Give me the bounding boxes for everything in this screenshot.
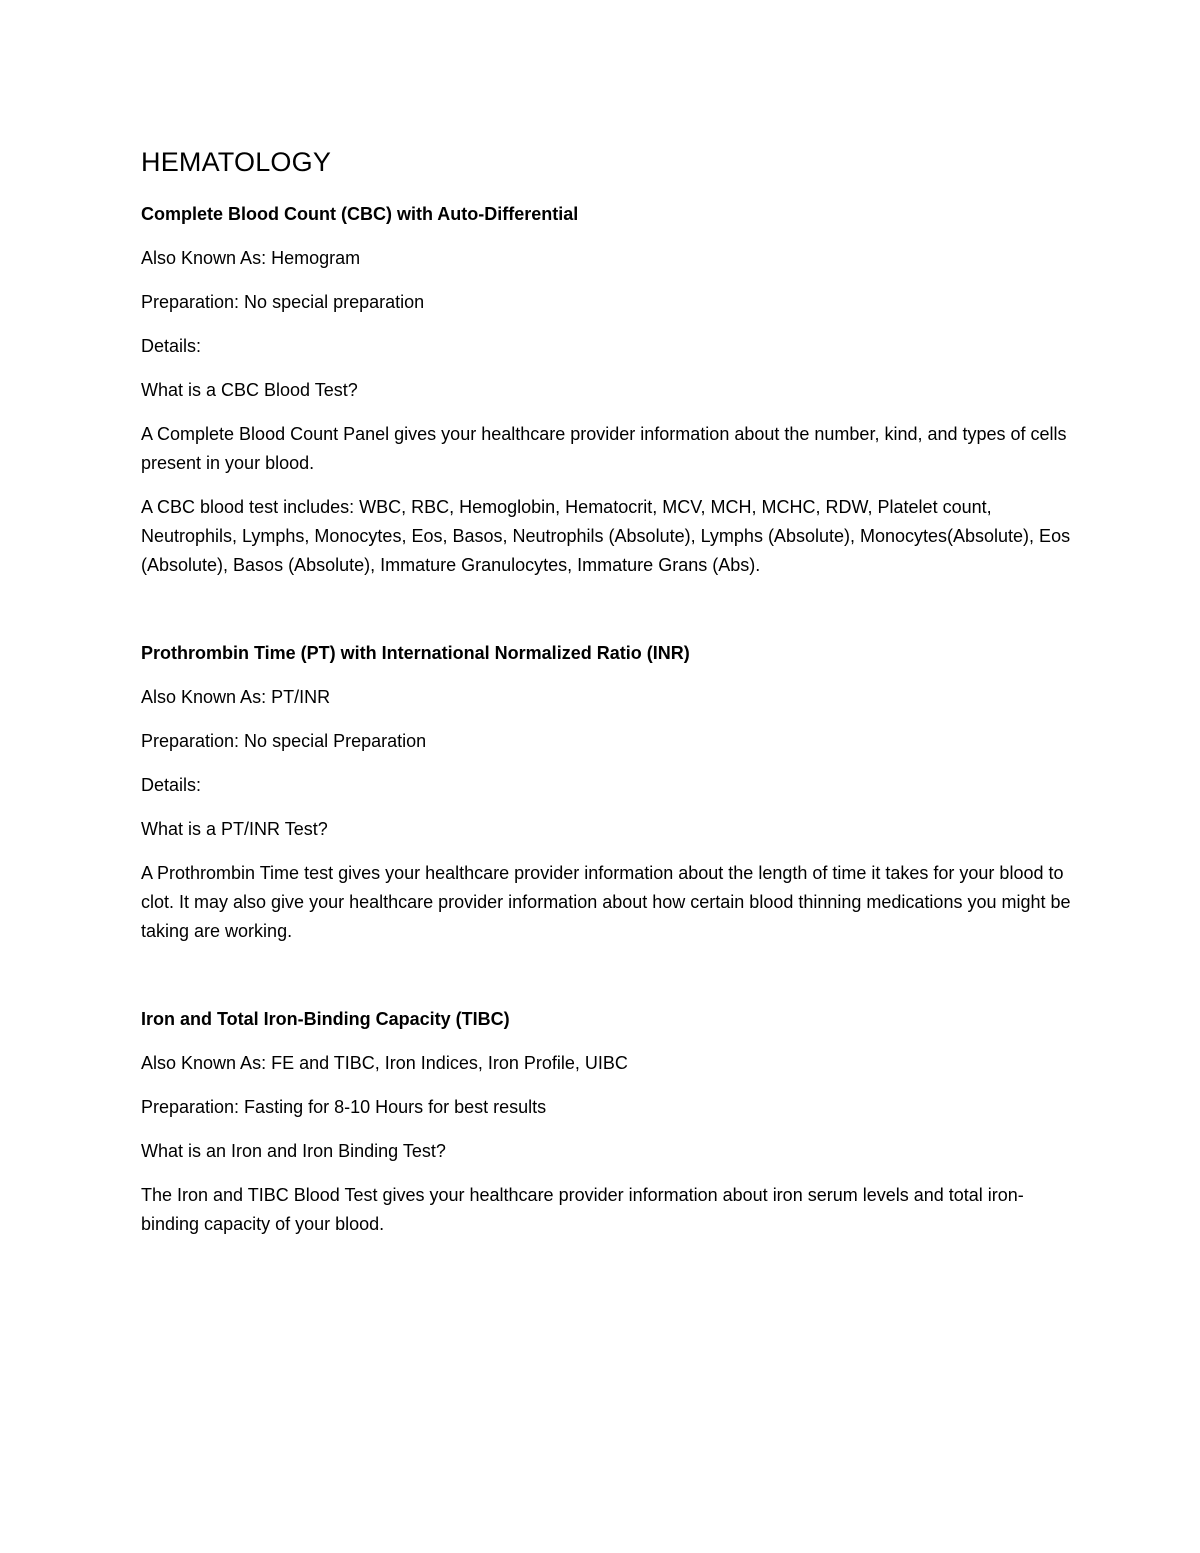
section-cbc: [141, 200, 1071, 580]
details-label: Details:: [141, 775, 202, 795]
preparation: Preparation: Fasting for 8-10 Hours for best results: [141, 1097, 547, 1117]
question: What is a PT/INR Test?: [141, 819, 328, 839]
paragraph: A Prothrombin Time test gives your healthcare provider information about the length of time it takes for your blood to clot. It may also give your healthcare provider information about how certain blood thinning medications you might be taking are working.: [141, 863, 1071, 941]
paragraph: The Iron and TIBC Blood Test gives your healthcare provider information about iron serum levels and total iron-binding capacity of your blood.: [141, 1185, 1024, 1234]
document-title: HEMATOLOGY: [141, 147, 332, 177]
preparation: Preparation: No special Preparation: [141, 731, 427, 751]
section-heading: Complete Blood Count (CBC) with Auto-Differential: [141, 204, 579, 224]
section-heading: Prothrombin Time (PT) with International Normalized Ratio (INR): [141, 643, 690, 663]
paragraph: A Complete Blood Count Panel gives your healthcare provider information about the number, kind, and types of cells present in your blood.: [141, 424, 1067, 473]
also-known-as: Also Known As: PT/INR: [141, 687, 331, 707]
document-body: [141, 142, 1071, 1239]
also-known-as: Also Known As: Hemogram: [141, 248, 361, 268]
paragraph: A CBC blood test includes: WBC, RBC, Hemoglobin, Hematocrit, MCV, MCH, MCHC, RDW, Platelet count, Neutrophils, Lymphs, Monocytes, Eos, Basos, Neutrophils (Absolute), Lymphs (Absolute), Monocytes(Absolute), Eos (Absolute), Basos (Absolute), Immature Granulocytes, Immature Grans (Abs).: [141, 497, 1071, 575]
also-known-as: Also Known As: FE and TIBC, Iron Indices, Iron Profile, UIBC: [141, 1053, 628, 1073]
preparation: Preparation: No special preparation: [141, 292, 425, 312]
section-pt-inr: [141, 639, 1071, 946]
section-heading: Iron and Total Iron-Binding Capacity (TIBC): [141, 1009, 510, 1029]
details-label: Details:: [141, 336, 202, 356]
question: What is a CBC Blood Test?: [141, 380, 358, 400]
section-iron-tibc: [141, 1005, 1071, 1239]
question: What is an Iron and Iron Binding Test?: [141, 1141, 446, 1161]
